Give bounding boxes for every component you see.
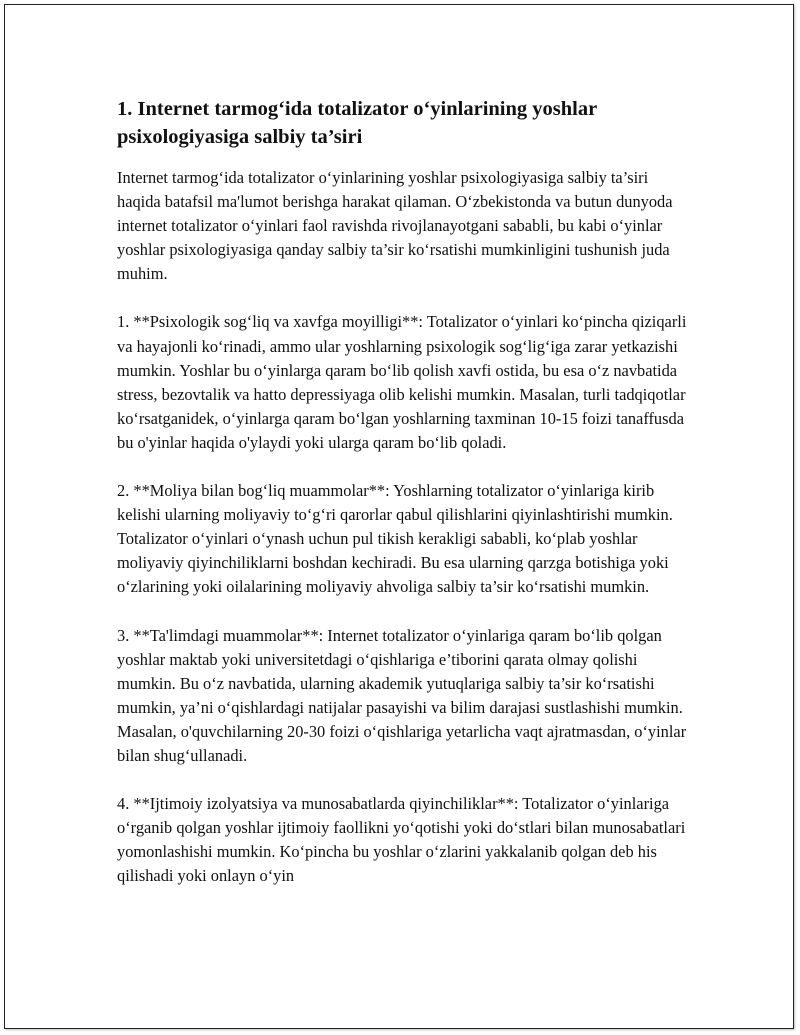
paragraph-psychological-health: 1. **Psixologik sog‘liq va xavfga moyilligi**: Totalizator o‘yinlari ko‘pincha qiziqarli va hayajonli ko‘rinadi, ammo ular yoshlarning psixologik sog‘lig‘iga zarar yetkazishi mumkin. Yoshlar bu o‘yinlarga qaram bo‘lib qolish xavfi ostida, bu esa o‘z navbatida stress, bezovtalik va hatto depressiyaga olib kelishi mumkin. Masalan, turli tadqiqotlar ko‘rsatganidek, o‘yinlarga qaram bo‘lgan yoshlarning taxminan 10-15 foizi tanaffusda bu o'yinlar haqida o'ylaydi yoki ularga qaram bo‘lib qoladi. (117, 312, 687, 452)
intro-paragraph: Internet tarmog‘ida totalizator o‘yinlarining yoshlar psixologiyasiga salbiy ta’siri haqida batafsil ma'lumot berishga harakat qilaman. O‘zbekistonda va butun dunyoda internet totalizator o‘yinlari faol ravishda rivojlanayotgani sababli, bu kabi o‘yinlar yoshlar psixologiyasiga qanday salbiy ta’sir ko‘rsatishi mumkinligini tushunish juda muhim. (117, 168, 673, 284)
document-body (117, 95, 692, 912)
section-title: 1. Internet tarmog‘ida totalizator o‘yinlarining yoshlar psixologiyasiga salbiy ta’siri (117, 98, 597, 148)
paragraph-social-isolation: 4. **Ijtimoiy izolyatsiya va munosabatlarda qiyinchiliklar**: Totalizator o‘yinlariga o‘rganib qolgan yoshlar ijtimoiy faollikni yo‘qotishi yoki do‘stlari bilan munosabatlari yomonlashishi mumkin. Ko‘pincha bu yoshlar o‘zlarini yakkalanib qolgan deb his qilishadi yoki onlayn o‘yin (117, 794, 686, 886)
paragraph-education-problems: 3. **Ta'limdagi muammolar**: Internet totalizator o‘yinlariga qaram bo‘lib qolgan yoshlar maktab yoki universitetdagi o‘qishlariga e’tiborini qarata olmay qolishi mumkin. Bu o‘z navbatida, ularning akademik yutuqlariga salbiy ta’sir ko‘rsatishi mumkin, ya’ni o‘qishlardagi natijalar pasayishi va bilim darajasi sustlashishi mumkin. Masalan, o'quvchilarning 20-30 foizi o‘qishlariga yetarlicha vaqt ajratmasdan, o‘yinlar bilan shug‘ullanadi. (117, 625, 687, 765)
paragraph-financial-problems: 2. **Moliya bilan bog‘liq muammolar**: Yoshlarning totalizator o‘yinlariga kirib kelishi ularning moliyaviy to‘g‘ri qarorlar qabul qilishlarini qiyinlashtirishi mumkin. Totalizator o‘yinlari o‘ynash uchun pul tikish kerakligi sababli, ko‘plab yoshlar moliyaviy qiyinchiliklarni boshdan kechiradi. Bu esa ularning qarzga botishiga yoki o‘zlarining yoki oilalarining moliyaviy ahvoliga salbiy ta’sir ko‘rsatishi mumkin. (117, 481, 673, 597)
